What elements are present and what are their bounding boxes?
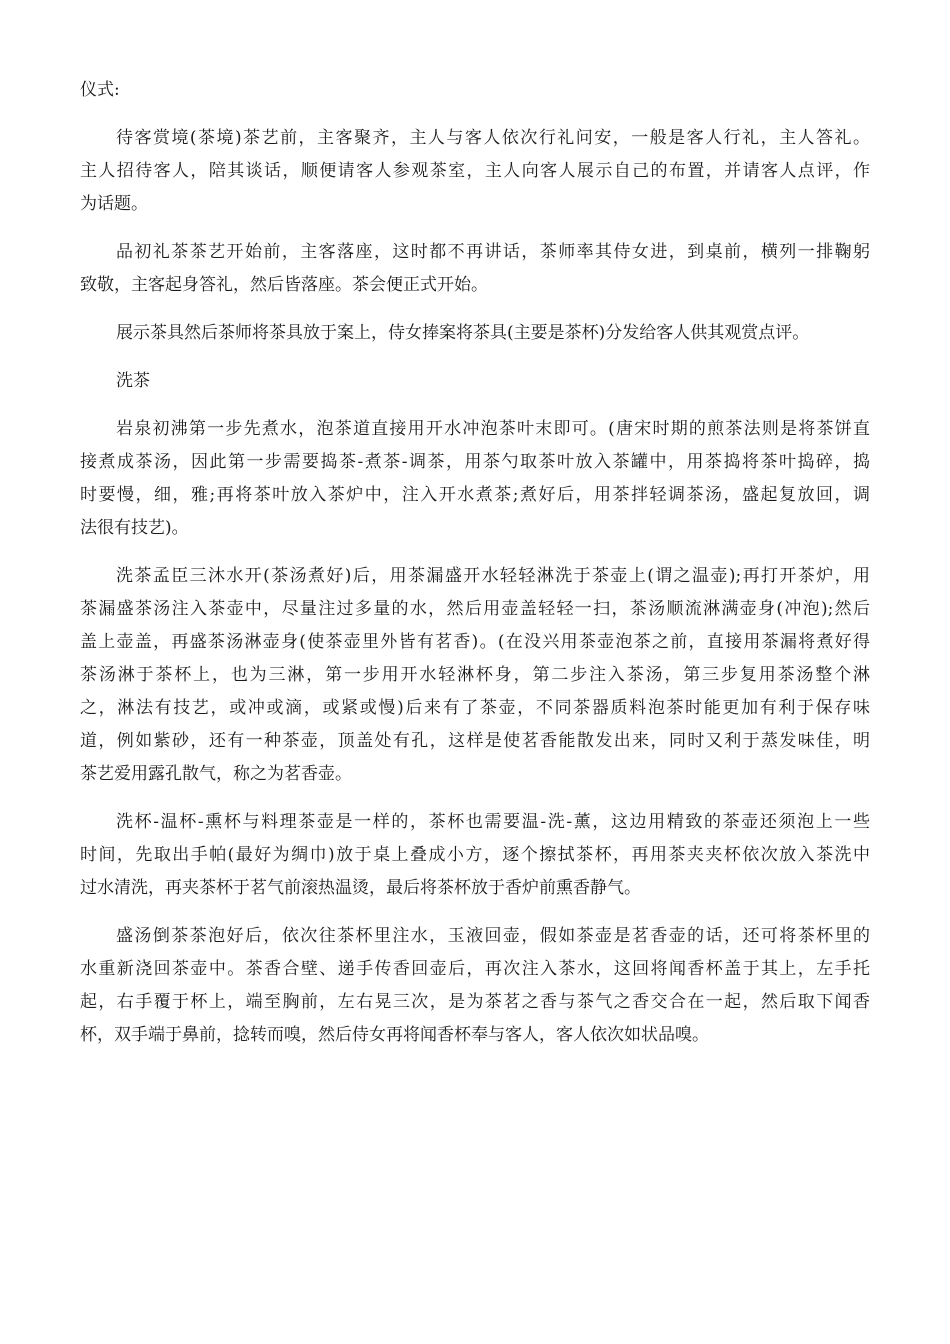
- paragraph-ritual-heading: [80, 74, 870, 107]
- text-line: 岩泉初沸第一步先煮水，泡茶道直接用开水冲泡茶叶末即可。(唐宋时期的煎茶法则是将茶饼直: [116, 419, 870, 439]
- text-line: 水重新浇回茶壶中。茶香合壁、递手传香回壶后，再次注入茶水，这回将闻香杯盖于其上，左手托: [80, 959, 870, 979]
- text-line: 接煮成茶汤，因此第一步需要捣茶-煮茶-调茶，用茶勺取茶叶放入茶罐中，用茶捣将茶叶捣碎，捣: [80, 452, 870, 472]
- text-line: 过水清洗，再夹茶杯于茗气前滚热温烫，最后将茶杯放于香炉前熏香静气。: [80, 878, 641, 898]
- text-line: 时间，先取出手帕(最好为绸巾)放于桌上叠成小方，逐个擦拭茶杯，再用茶夹夹杯依次放入茶洗中: [80, 845, 870, 865]
- paragraph-wash-tea-heading: [80, 365, 870, 398]
- text-line: 盛汤倒茶茶泡好后，依次往茶杯里注水，玉液回壶，假如茶壶是茗香壶的话，还可将茶杯里的: [116, 926, 870, 946]
- text-line: 为话题。: [80, 194, 148, 214]
- text-line: 洗茶: [116, 371, 150, 391]
- text-line: 法很有技艺)。: [80, 518, 189, 538]
- document-page: [80, 74, 870, 1052]
- text-line: 茶漏盛茶汤注入茶壶中，尽量注过多量的水，然后用壶盖轻轻一扫，茶汤顺流淋满壶身(冲泡);然后: [80, 599, 870, 619]
- text-line: 盖上壶盖，再盛茶汤淋壶身(使茶壶里外皆有茗香)。(在没兴用茶壶泡茶之前，直接用茶漏将煮好得: [80, 632, 870, 652]
- paragraph-wash-cups: [80, 806, 870, 905]
- paragraph-boil-water: [80, 413, 870, 545]
- text-line: 洗杯-温杯-熏杯与料理茶壶是一样的，茶杯也需要温-洗-薰，这边用精致的茶壶还须泡上一些: [116, 812, 870, 832]
- text-line: 茶艺爱用露孔散气，称之为茗香壶。: [80, 764, 352, 784]
- text-line: 之，淋法有技艺，或冲或滴，或紧或慢)后来有了茶壶，不同茶器质料泡茶时能更加有利于保存味: [80, 698, 870, 718]
- text-line: 起，右手覆于杯上，端至胸前，左右晃三次，是为茶茗之香与茶气之香交合在一起，然后取下闻香: [80, 992, 870, 1012]
- text-line: 展示茶具然后茶师将茶具放于案上，侍女捧案将茶具(主要是茶杯)分发给客人供其观赏点评。: [116, 323, 810, 343]
- text-line: 待客赏境(茶境)茶艺前，主客聚齐，主人与客人依次行礼问安，一般是客人行礼，主人答礼。: [116, 128, 870, 148]
- text-line: 致敬，主客起身答礼，然后皆落座。茶会便正式开始。: [80, 275, 488, 295]
- paragraph-display-utensils: [80, 317, 870, 350]
- text-line: 仪式:: [80, 80, 120, 100]
- paragraph-first-ritual: [80, 236, 870, 302]
- paragraph-greeting: [80, 122, 870, 221]
- text-line: 时要慢，细，雅;再将茶叶放入茶炉中，注入开水煮茶;煮好后，用茶拌轻调茶汤，盛起复放回，调: [80, 485, 870, 505]
- text-line: 杯，双手端于鼻前，捻转而嗅，然后侍女再将闻香杯奉与客人，客人依次如状品嗅。: [80, 1025, 709, 1045]
- paragraph-wash-tea: [80, 560, 870, 791]
- paragraph-pour-tea: [80, 920, 870, 1052]
- text-line: 洗茶孟臣三沐水开(茶汤煮好)后，用茶漏盛开水轻轻淋洗于茶壶上(谓之温壶);再打开茶炉，用: [116, 566, 870, 586]
- text-line: 道，例如紫砂，还有一种茶壶，顶盖处有孔，这样是使茗香能散发出来，同时又利于蒸发味佳，明: [80, 731, 870, 751]
- text-line: 茶汤淋于茶杯上，也为三淋，第一步用开水轻淋杯身，第二步注入茶汤，第三步复用茶汤整个淋: [80, 665, 870, 685]
- text-line: 品初礼茶茶艺开始前，主客落座，这时都不再讲话，茶师率其侍女进，到桌前，横列一排鞠躬: [116, 242, 870, 262]
- text-line: 主人招待客人，陪其谈话，顺便请客人参观茶室，主人向客人展示自己的布置，并请客人点评，作: [80, 161, 870, 181]
